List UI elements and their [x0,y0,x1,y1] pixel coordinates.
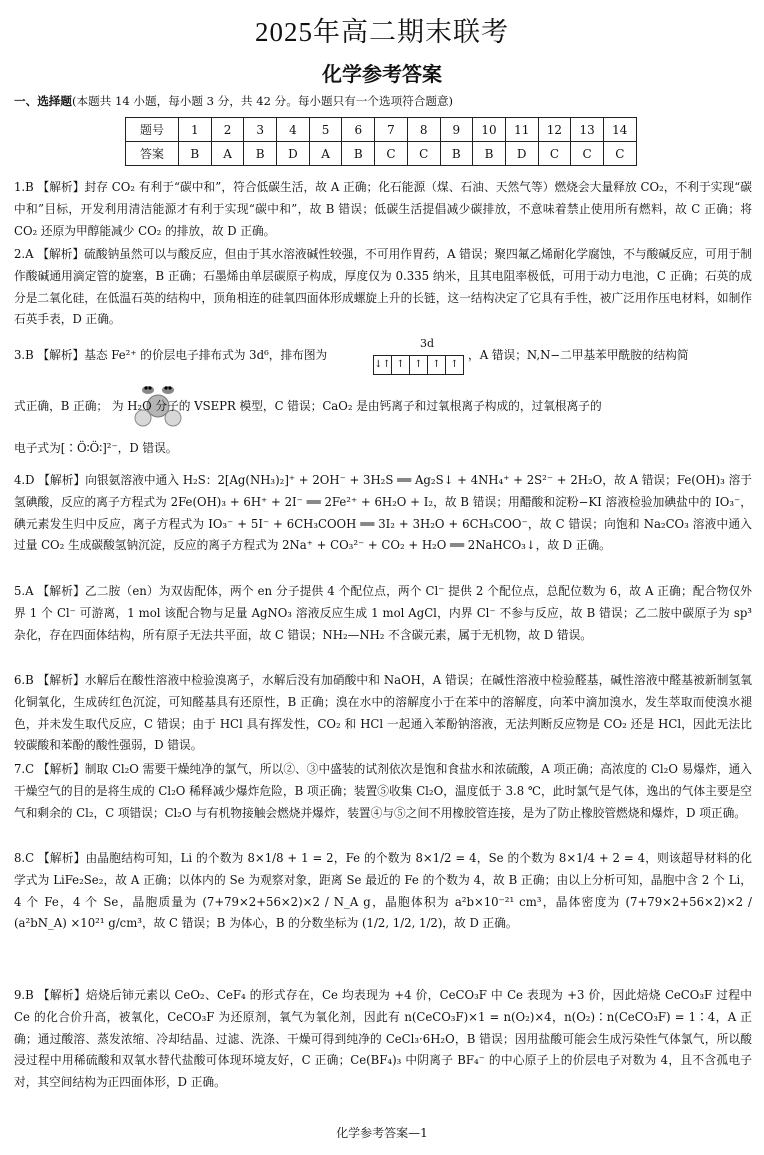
question-number-cell: 7 [375,118,408,142]
question-number-cell: 4 [277,118,310,142]
exam-title: 2025年高二期末联考 [255,17,509,47]
answer-cell: B [179,142,212,166]
answer-cell: B [244,142,277,166]
answer-cell: D [277,142,310,166]
explanation-q5: 5.A 【解析】乙二胺（en）为双齿配体，两个 en 分子提供 4 个配位点，两个 Cl⁻ 提供 2 个配位点，总配位数为 6，故 A 正确；配合物仅外界 1 个 Cl⁻ 可游离，1 mol 该配合物与足量 AgNO₃ 溶液反应生成 1 mol AgCl，内界 Cl⁻ 不参与反应，故 B 错误；乙二胺中碳原子为 sp³ 杂化，存在四面体结构，所有原子无法共平面，故 C 错误；NH₂—NH₂ 不含碳元素，属于无机物，故 D 错误。 [14,584,752,642]
answer-table-answer-row [126,142,637,166]
question-number-cell: 3 [244,118,277,142]
answer-cell: C [571,142,604,166]
orbital-box: ↑ [427,355,446,375]
answer-cell: B [473,142,506,166]
section-instruction: (本题共 14 小题，每小题 3 分，共 42 分。每小题只有一个选项符合题意) [71,94,454,108]
orbital-box: ↑ [445,355,464,375]
question-number-cell: 13 [571,118,604,142]
answer-cell: B [342,142,375,166]
explanation-q3-line2: 式正确，B 正确； 为 H₂O 分子的 VSEPR 模型，C 错误；CaO₂ 是由钙离子和过氧根离子构成的，过氧根离子的 [14,399,602,413]
explanation-q9: 9.B 【解析】焙烧后铈元素以 CeO₂、CeF₄ 的形式存在，Ce 均表现为 +4 价，CeCO₃F 中 Ce 表现为 +3 价，因此焙烧 CeCO₃F 过程中 Ce 的化合价升高，被氧化，CeCO₃F 为还原剂，氧气为氧化剂，因此有 n(CeCO₃F)×1 = n(O₂)×4，n(O₂)∶n(CeCO₃F) = 1∶4，A 正确；通过酸溶、蒸发浓缩、冷却结晶、过滤、洗涤、干燥可得到纯净的 CeCl₃·6H₂O，B 错误；因用盐酸可能会生成污染性气体氯气，所以酸浸过程中用稀硫酸和双氧水替代盐酸可体现环境友好，C 正确；Ce(BF₄)₃ 中阴离子 BF₄⁻ 的中心原子上的价层电子对数为 4，且不含孤电子对，其空间结构为正四面体形，D 正确。 [14,988,752,1090]
document-subtitle: 化学参考答案 [322,62,442,86]
explanation-q6: 6.B 【解析】水解后在酸性溶液中检验溴离子，水解后没有加硝酸中和 NaOH，A 错误；在碱性溶液中检验醛基，碱性溶液中醛基被新制氢氧化铜氧化，生成砖红色沉淀，可知醛基具有还原性，B 正确；溴在水中的溶解度小于在苯中的溶解度，向苯中滴加溴水，发生萃取而使溴水褪色，并未发生取代反应，C 错误；由于 HCl 具有挥发性，CO₂ 和 HCl 一起通入苯酚钠溶液，无法判断反应物是 CO₂ 还是 HCl，因此无法比较碳酸和苯酚的酸性强弱，D 错误。 [14,673,752,753]
question-number-cell: 5 [309,118,342,142]
row-label-answer: 答案 [126,142,179,166]
answer-cell: C [407,142,440,166]
question-number-cell: 1 [179,118,212,142]
explanation-q3-line3: 电子式为[∶Ö∶Ö∶]²⁻，D 错误。 [14,441,178,455]
answer-cell: C [538,142,571,166]
answer-cell: A [211,142,244,166]
question-number-cell: 6 [342,118,375,142]
explanation-q3-line1: 3.B 【解析】基态 Fe²⁺ 的价层电子排布式为 3d⁶，排布图为 [14,348,328,362]
orbital-diagram [374,355,464,375]
answer-table [125,117,637,166]
answer-cell: A [309,142,342,166]
question-number-cell: 11 [505,118,538,142]
question-number-cell: 14 [603,118,636,142]
question-number-cell: 8 [407,118,440,142]
answer-table-number-row [126,118,637,142]
explanation-q4: 4.D 【解析】向银氨溶液中通入 H₂S：2[Ag(NH₃)₂]⁺ + 2OH⁻ + 3H₂S ══ Ag₂S↓ + 4NH₄⁺ + 2S²⁻ + 2H₂O，故 A 错误；Fe(OH)₃ 溶于氢碘酸，反应的离子方程式为 2Fe(OH)₃ + 6H⁺ + 2I⁻ ══ 2Fe²⁺ + 6H₂O + I₂，故 B 错误；用醋酸和淀粉−KI 溶液检验加碘盐中的 IO₃⁻，碘元素发生归中反应，离子方程式为 IO₃⁻ + 5I⁻ + 6CH₃COOH ══ 3I₂ + 3H₂O + 6CH₃COO⁻，故 C 错误；向饱和 Na₂CO₃ 溶液中通入过量 CO₂ 生成碳酸氢钠沉淀，反应的离子方程式为 2Na⁺ + CO₃²⁻ + CO₂ + H₂O ══ 2NaHCO₃↓，故 D 正确。 [14,473,752,553]
question-number-cell: 12 [538,118,571,142]
explanation-q8: 8.C 【解析】由晶胞结构可知，Li 的个数为 8×1/8 + 1 = 2，Fe 的个数为 8×1/2 = 4，Se 的个数为 8×1/4 + 2 = 4，则该超导材料的化学式为 LiFe₂Se₂，故 A 正确；以体内的 Se 为观察对象，距离 Se 最近的 Fe 的个数为 4，故 B 正确；由以上分析可知，晶胞中含 2 个 Li，4 个 Fe，4 个 Se，晶胞质量为 (7+79×2+56×2)×2 / N_A g，晶胞体积为 a²b×10⁻²¹ cm³，晶体密度为 (7+79×2+56×2)×2 / (a²bN_A) ×10²¹ g/cm³，故 C 错误；B 为体心，B 的分数坐标为 (1/2, 1/2, 1/2)，故 D 正确。 [14,851,752,931]
explanation-q7: 7.C 【解析】制取 Cl₂O 需要干燥纯净的氯气，所以②、③中盛装的试剂依次是饱和食盐水和浓硫酸，A 项正确；高浓度的 Cl₂O 易爆炸，通入干燥空气的目的是将生成的 Cl₂O 稀释减少爆炸危险，B 项正确；装置⑤收集 Cl₂O，温度低于 3.8 ℃，此时氯气是气体，逸出的气体主要是空气和剩余的 Cl₂，C 项错误；Cl₂O 与有机物接触会燃烧并爆炸，装置④与⑤之间不用橡胶管连接，是为了防止橡胶管燃烧和爆炸，D 项正确。 [14,762,752,820]
question-number-cell: 10 [473,118,506,142]
orbital-label: 3d [420,337,435,350]
orbital-box: ↑ [391,355,410,375]
answer-cell: D [505,142,538,166]
explanation-q1: 1.B 【解析】封存 CO₂ 有利于“碳中和”，符合低碳生活，故 A 正确；化石能源（煤、石油、天然气等）燃烧会大量释放 CO₂，不利于实现“碳中和”目标，开发利用清洁能源才有利于实现“碳中和”，故 B 错误；低碳生活提倡减少碳排放，不意味着禁止使用所有燃料，故 C 正确；将 CO₂ 还原为甲醇能减少 CO₂ 的排放，故 D 正确。 [14,180,752,238]
question-number-cell: 2 [211,118,244,142]
explanation-q3-line1-end: ，A 错误；N,N−二甲基苯甲酰胺的结构简 [468,348,689,362]
question-number-cell: 9 [440,118,473,142]
page-footer: 化学参考答案—1 [336,1126,428,1140]
orbital-box: ↑ [409,355,428,375]
answer-cell: B [440,142,473,166]
row-label-number: 题号 [126,118,179,142]
section-title: 一、选择题 [14,94,72,108]
section-heading [14,93,754,109]
answer-cell: C [603,142,636,166]
explanation-q2: 2.A 【解析】硫酸钠虽然可以与酸反应，但由于其水溶液碱性较强，不可用作胃药，A 错误；聚四氟乙烯耐化学腐蚀，不与酸碱反应，可用于制作酸碱通用滴定管的旋塞，B 正确；石墨烯由单层碳原子构成，厚度仅为 0.335 纳米，且其电阻率极低，可用于动力电池，C 正确；石英的成分是二氧化硅，在低温石英的结构中，顶角相连的硅氧四面体形成螺旋上升的长链，这一结构决定了它具有手性，被广泛用作压电材料，如制作石英手表，D 正确。 [14,247,752,327]
orbital-box: ↓↑ [373,355,392,375]
answer-cell: C [375,142,408,166]
